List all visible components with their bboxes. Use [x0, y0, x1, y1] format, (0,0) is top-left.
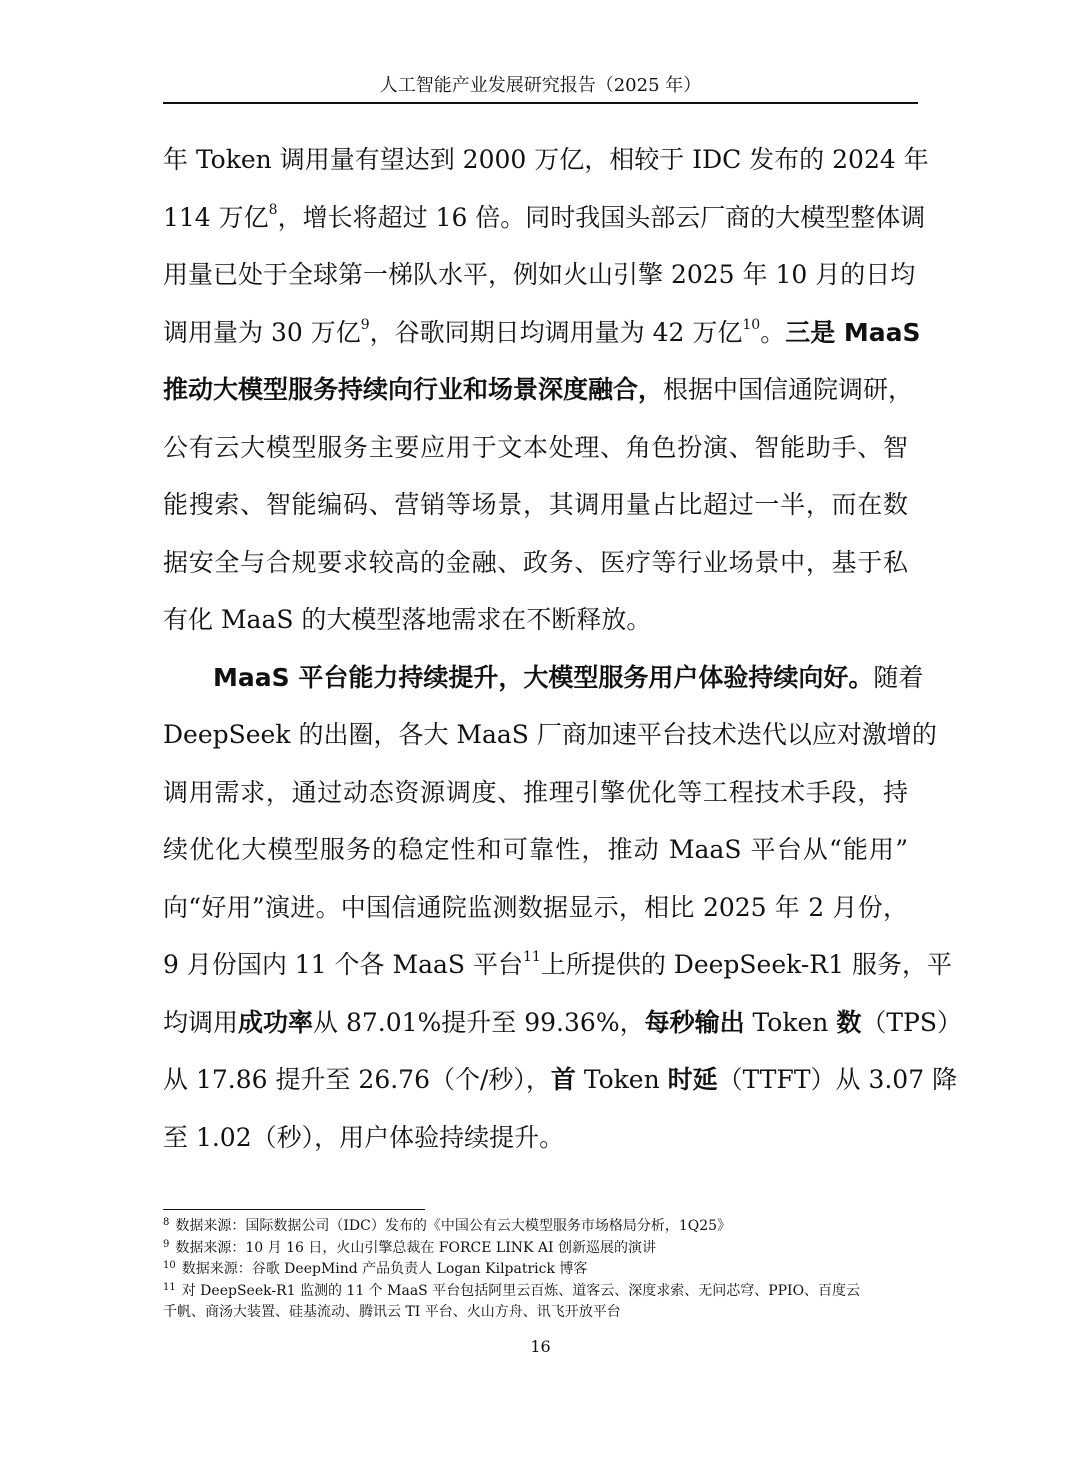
- paragraph-2-line-5: 向“好用”演进。中国信通院监测数据显示，相比 2025 年 2 月份，: [163, 892, 908, 922]
- paragraph-1-line-3: 用量已处于全球第一梯队水平，例如火山引擎 2025 年 10 月的日均: [163, 260, 916, 289]
- running-header: 人工智能产业发展研究报告（2025 年）: [379, 75, 702, 96]
- footnotes: [163, 1216, 923, 1324]
- paragraph-1-line-7: 能搜索、智能编码、营销等场景，其调用量占比超过一半，而在数: [163, 490, 908, 519]
- header-divider: [163, 102, 918, 104]
- paragraph-1-line-9: 有化 MaaS 的大模型落地需求在不断释放。: [163, 605, 652, 634]
- paragraph-2-line-7: 均调用成功率从 87.01%提升至 99.36%，每秒输出 Token 数（TPS）: [163, 1007, 962, 1037]
- footnote-9: $^9$ 数据来源：10 月 16 日，火山引擎总裁在 FORCE LINK AI 创新巡展的演讲: [163, 1238, 656, 1256]
- paragraph-1-line-2: 114 万亿$^8$，增长将超过 16 倍。同时我国头部云厂商的大模型整体调: [163, 201, 926, 232]
- paragraph-1-line-1: 年 Token 调用量有望达到 2000 万亿，相较于 IDC 发布的 2024 年: [163, 145, 929, 174]
- paragraph-2-line-1: MaaS 平台能力持续提升，大模型服务用户体验持续向好。随着: [213, 662, 924, 692]
- body-text: [163, 131, 962, 1166]
- footnote-8: $^8$ 数据来源：国际数据公司（IDC）发布的《中国公有云大模型服务市场格局分析，1Q25》: [163, 1217, 732, 1234]
- footnote-11: $^{11}$ 对 DeepSeek-R1 监测的 11 个 MaaS 平台包括阿里云百炼、道客云、深度求索、无问芯穹、PPIO、百度云: [163, 1281, 861, 1299]
- paragraph-2-line-2: DeepSeek 的出圈，各大 MaaS 厂商加速平台技术迭代以应对激增的: [163, 720, 937, 749]
- paragraph-1-line-6: 公有云大模型服务主要应用于文本处理、角色扮演、智能助手、智: [163, 432, 908, 462]
- bold-lead-phrase: 三是 MaaS: [785, 317, 921, 347]
- bold-metric-ttft: 首: [550, 1065, 576, 1094]
- footnote-ref-9[interactable]: 9: [360, 316, 370, 333]
- paragraph-2-line-9: 至 1.02（秒），用户体验持续提升。: [163, 1122, 565, 1152]
- footnote-10: $^{10}$ 数据来源：谷歌 DeepMind 产品负责人 Logan Kilpatrick 博客: [163, 1260, 588, 1277]
- paragraph-1-line-5: 推动大模型服务持续向行业和场景深度融合，根据中国信通院调研，: [163, 375, 914, 404]
- paragraph-1-line-4: 调用量为 30 万亿$^9$，谷歌同期日均调用量为 42 万亿$^{10}$。三是 MaaS: [163, 316, 921, 347]
- paragraph-2-heading: MaaS 平台能力持续提升，大模型服务用户体验持续向好。: [213, 662, 874, 692]
- paragraph-2-line-4: 续优化大模型服务的稳定性和可靠性，推动 MaaS 平台从“能用”: [163, 835, 908, 864]
- footnote-ref-11[interactable]: 11: [523, 949, 541, 965]
- paragraph-2-line-3: 调用需求，通过动态资源调度、推理引擎优化等工程技术手段，持: [163, 777, 908, 807]
- footnote-ref-8[interactable]: 8: [268, 201, 278, 218]
- bold-metric-tps: 每秒输出: [644, 1007, 745, 1037]
- footnote-divider: [163, 1209, 425, 1210]
- footnote-11-continued: 千帆、商汤大装置、硅基流动、腾讯云 TI 平台、火山方舟、讯飞开放平台: [163, 1304, 621, 1320]
- paragraph-2-line-6: 9 月份国内 11 个各 MaaS 平台$^{11}$上所提供的 DeepSeek-R1 服务，平: [163, 949, 952, 979]
- paragraph-2-line-8: 从 17.86 提升至 26.76（个/秒），首 Token 时延（TTFT）从 3.07 降: [163, 1065, 958, 1094]
- bold-metric-success-rate: 成功率: [238, 1007, 314, 1037]
- page-number: 16: [530, 1337, 551, 1356]
- footnote-ref-10[interactable]: 10: [742, 316, 761, 333]
- paragraph-1-line-8: 据安全与合规要求较高的金融、政务、医疗等行业场景中，基于私: [163, 547, 908, 577]
- bold-key-sentence: 推动大模型服务持续向行业和场景深度融合，: [163, 375, 664, 404]
